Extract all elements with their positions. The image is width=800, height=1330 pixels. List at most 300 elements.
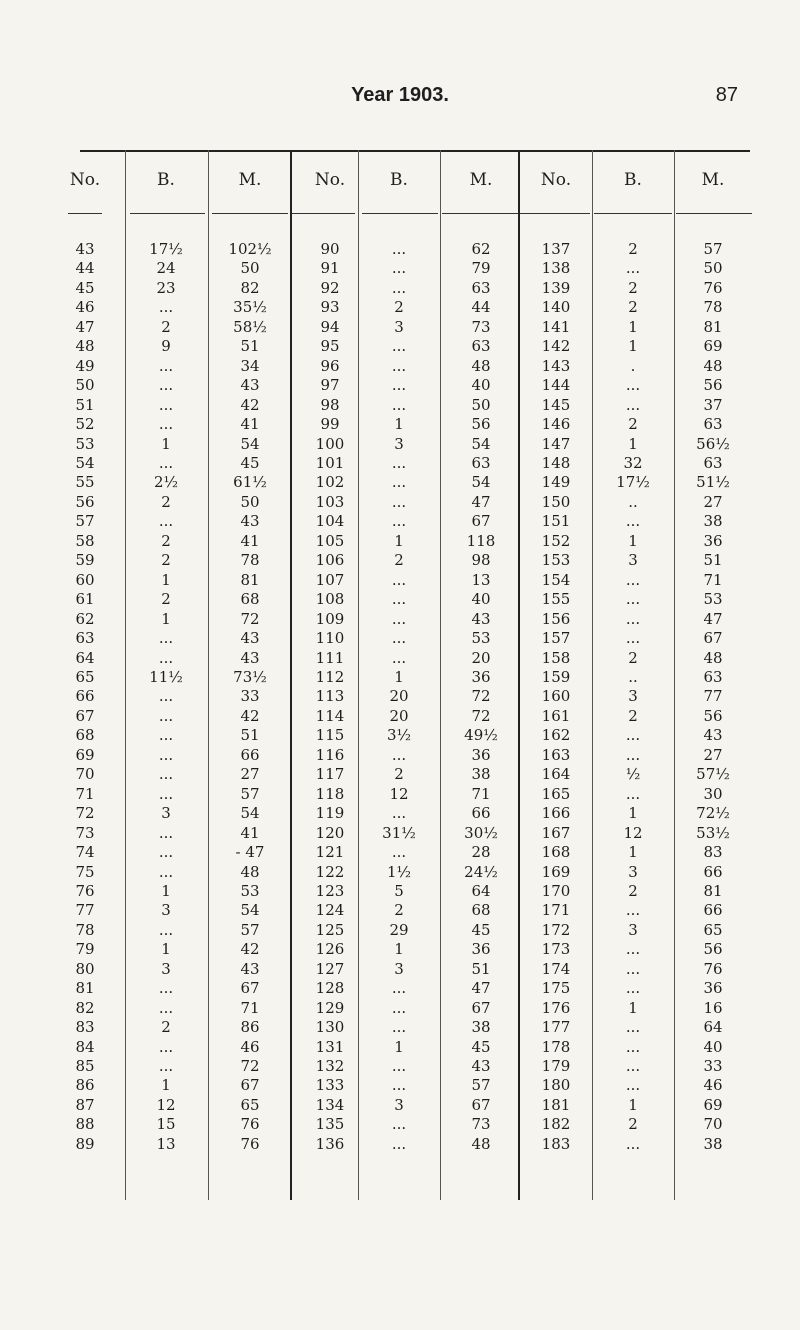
table-cell: 54 [471,434,491,453]
table-cell: 38 [471,765,491,784]
table-cell: 130 [315,1018,345,1037]
table-cell: .. [628,492,638,511]
table-cell: 41 [240,415,260,434]
table-row [0,707,800,726]
table-row [0,298,800,317]
table-cell: 2 [161,1018,171,1037]
table-cell: 54 [75,453,95,472]
table-cell: 27 [703,492,723,511]
table-cell: 119 [315,804,345,823]
table-cell: 1½ [386,862,412,881]
table-cell: ... [625,901,641,920]
table-cell: ... [391,629,407,648]
table-cell: 1 [161,940,171,959]
table-cell: 182 [541,1115,571,1134]
table-cell: 45 [75,278,95,297]
table-cell: 48 [75,337,95,356]
table-cell: 143 [541,356,571,375]
table-row [0,921,800,940]
table-cell: 17½ [149,240,183,258]
table-cell: ... [625,784,641,803]
table-cell: 3 [394,1095,404,1114]
table-cell: 3 [161,901,171,920]
table-row [0,532,800,551]
table-cell: ... [158,376,174,395]
table-cell: 165 [541,784,571,803]
table-cell: 120 [315,823,345,842]
table-cell: 162 [541,726,571,745]
table-cell: 107 [315,570,345,589]
table-cell: 94 [320,317,340,336]
table-cell: 114 [315,706,345,725]
table-cell: 37 [703,395,723,414]
table-cell: ... [158,415,174,434]
table-row [0,765,800,784]
table-cell: ... [158,706,174,725]
table-cell: 43 [240,648,260,667]
table-cell: ... [625,570,641,589]
table-cell: 1 [161,881,171,900]
table-cell: 173 [541,940,571,959]
table-cell: 16 [703,998,723,1017]
table-cell: 3 [394,434,404,453]
table-row [0,1115,800,1134]
table-cell: 99 [320,415,340,434]
table-cell: 78 [703,298,723,317]
table-cell: 70 [703,1115,723,1134]
table-row [0,259,800,278]
table-row [0,396,800,415]
table-cell: 67 [471,1095,491,1114]
table-cell: 28 [471,843,491,862]
table-cell: 149 [541,473,571,492]
table-cell: 50 [703,259,723,278]
table-cell: 77 [75,901,95,920]
table-cell: 150 [541,492,571,511]
table-cell: 86 [75,1076,95,1095]
table-cell: ... [625,629,641,648]
table-cell: 178 [541,1037,571,1056]
table-cell: 127 [315,959,345,978]
table-cell: 81 [703,317,723,336]
table-cell: 157 [541,629,571,648]
table-cell: 62 [75,609,95,628]
table-cell: ... [158,1037,174,1056]
table-cell: 138 [541,259,571,278]
table-cell: ... [158,298,174,317]
table-cell: ... [391,745,407,764]
table-cell: 129 [315,998,345,1017]
table-cell: 57 [703,240,723,258]
page-number: 87 [715,84,738,106]
table-row [0,376,800,395]
table-cell: 1 [628,998,638,1017]
table-cell: ... [158,687,174,706]
table-row [0,610,800,629]
table-cell: 56 [75,492,95,511]
table-cell: ... [158,648,174,667]
table-cell: 72 [75,804,95,823]
table-cell: 71 [471,784,491,803]
top-rule [80,150,750,152]
table-cell: 2½ [153,473,179,492]
header-underline [442,213,520,214]
table-cell: 43 [471,1057,491,1076]
table-cell: 47 [471,979,491,998]
table-cell: 24 [156,259,176,278]
column-header: M. [701,170,725,190]
table-cell: 63 [703,667,723,686]
table-cell: 43 [471,609,491,628]
table-row [0,1076,800,1095]
table-cell: ... [625,1076,641,1095]
table-row [0,1038,800,1057]
table-cell: ... [625,609,641,628]
table-cell: ... [625,512,641,531]
table-cell: 141 [541,317,571,336]
table-cell: 139 [541,278,571,297]
table-cell: 54 [240,434,260,453]
table-cell: 57 [75,512,95,531]
table-cell: - 47 [235,843,265,862]
table-cell: 91 [320,259,340,278]
table-cell: 82 [75,998,95,1017]
table-cell: 181 [541,1095,571,1114]
table-cell: ... [391,337,407,356]
table-cell: 97 [320,376,340,395]
page-header [0,84,800,114]
table-cell: ... [158,395,174,414]
table-cell: 30 [703,784,723,803]
table-cell: 53 [75,434,95,453]
table-cell: 1 [161,609,171,628]
table-row [0,824,800,843]
table-cell: 69 [703,1095,723,1114]
table-cell: 45 [471,1037,491,1056]
table-cell: 1 [628,317,638,336]
table-cell: 3 [394,959,404,978]
table-cell: 83 [703,843,723,862]
table-cell: 49 [75,356,95,375]
table-cell: 152 [541,531,571,550]
table-cell: ... [158,453,174,472]
table-cell: 93 [320,298,340,317]
table-cell: 167 [541,823,571,842]
table-cell: 45 [471,920,491,939]
table-row [0,240,800,259]
table-cell: 9 [161,337,171,356]
table-row [0,571,800,590]
table-cell: 40 [703,1037,723,1056]
table-cell: 76 [240,1134,260,1153]
table-cell: ... [391,356,407,375]
table-cell: 51 [703,551,723,570]
table-cell: 27 [240,765,260,784]
table-cell: ... [391,259,407,278]
table-row [0,357,800,376]
table-cell: 159 [541,667,571,686]
table-cell: 32 [623,453,643,472]
table-row [0,337,800,356]
table-cell: 76 [703,278,723,297]
table-cell: 68 [240,590,260,609]
table-cell: 71 [703,570,723,589]
table-cell: 61½ [233,473,267,492]
header-underline [130,213,205,214]
table-cell: 57 [471,1076,491,1095]
table-row [0,960,800,979]
table-cell: 3 [161,804,171,823]
table-cell: 81 [703,881,723,900]
table-cell: 132 [315,1057,345,1076]
table-cell: 2 [161,551,171,570]
table-cell: 140 [541,298,571,317]
table-cell: 66 [703,862,723,881]
table-cell: 45 [240,453,260,472]
table-cell: 121 [315,843,345,862]
table-cell: 3 [628,862,638,881]
table-cell: 104 [315,512,345,531]
table-cell: 2 [628,415,638,434]
table-cell: 161 [541,706,571,725]
table-cell: 54 [471,473,491,492]
table-cell: 113 [315,687,345,706]
table-cell: 64 [75,648,95,667]
table-cell: 3 [628,920,638,939]
table-cell: ... [158,512,174,531]
table-cell: 118 [466,531,496,550]
table-cell: ... [625,1057,641,1076]
table-row [0,687,800,706]
table-cell: 46 [240,1037,260,1056]
table-cell: 24½ [464,862,498,881]
header-underline [520,213,590,214]
table-cell: 171 [541,901,571,920]
table-cell: ... [391,998,407,1017]
table-cell: 98 [471,551,491,570]
table-cell: 67 [240,979,260,998]
table-cell: 41 [240,823,260,842]
table-cell: 62 [471,240,491,258]
table-cell: 67 [471,998,491,1017]
table-cell: 69 [703,337,723,356]
table-cell: ... [391,648,407,667]
table-cell: 3½ [386,726,412,745]
table-cell: 118 [315,784,345,803]
column-header: B. [390,170,408,190]
table-cell: 174 [541,959,571,978]
table-cell: 66 [703,901,723,920]
column-header: No. [540,170,572,190]
table-cell: 56½ [696,434,730,453]
table-cell: 12 [389,784,409,803]
table-cell: 96 [320,356,340,375]
table-cell: 81 [240,570,260,589]
table-cell: 64 [471,881,491,900]
table-cell: 33 [703,1057,723,1076]
column-header: B. [157,170,175,190]
table-cell: 100 [315,434,345,453]
table-cell: 179 [541,1057,571,1076]
table-cell: 79 [471,259,491,278]
table-cell: 48 [471,1134,491,1153]
table-row [0,435,800,454]
table-cell: 48 [471,356,491,375]
table-cell: 2 [628,278,638,297]
table-cell: 95 [320,337,340,356]
table-row [0,590,800,609]
table-cell: 46 [75,298,95,317]
table-row [0,1135,800,1154]
table-cell: 41 [240,531,260,550]
table-cell: ... [158,745,174,764]
table-cell: 38 [703,512,723,531]
table-cell: 103 [315,492,345,511]
table-cell: 101 [315,453,345,472]
table-cell: 38 [471,1018,491,1037]
table-cell: ... [158,784,174,803]
table-cell: ... [391,453,407,472]
table-cell: 3 [628,687,638,706]
table-cell: ... [158,998,174,1017]
table-cell: 176 [541,998,571,1017]
table-cell: 61 [75,590,95,609]
table-cell: 108 [315,590,345,609]
table-cell: ... [625,259,641,278]
table-cell: 68 [75,726,95,745]
table-cell: ... [158,920,174,939]
table-cell: ... [158,979,174,998]
table-cell: 168 [541,843,571,862]
table-cell: 135 [315,1115,345,1134]
table-cell: 36 [471,667,491,686]
table-cell: 68 [471,901,491,920]
table-cell: 20 [471,648,491,667]
table-cell: ... [158,726,174,745]
table-cell: 75 [75,862,95,881]
table-cell: 70 [75,765,95,784]
table-cell: 81 [75,979,95,998]
table-cell: 153 [541,551,571,570]
table-cell: 148 [541,453,571,472]
table-cell: 42 [240,395,260,414]
table-cell: 12 [623,823,643,842]
table-cell: ... [158,765,174,784]
table-cell: 52 [75,415,95,434]
table-cell: 154 [541,570,571,589]
table-row [0,473,800,492]
table-cell: 73 [471,317,491,336]
table-cell: ... [391,1115,407,1134]
table-cell: 84 [75,1037,95,1056]
table-cell: 155 [541,590,571,609]
table-cell: ... [391,570,407,589]
table-cell: 175 [541,979,571,998]
table-cell: 54 [240,804,260,823]
table-cell: ... [625,979,641,998]
table-cell: 2 [628,881,638,900]
table-row [0,454,800,473]
page-title: Year 1903. [351,84,449,106]
table-cell: 65 [75,667,95,686]
table-cell: 2 [628,706,638,725]
table-cell: 72 [471,687,491,706]
table-cell: 1 [628,531,638,550]
table-cell: ... [391,512,407,531]
table-cell: 1 [628,1095,638,1114]
table-row [0,863,800,882]
table-cell: ... [391,1057,407,1076]
table-cell: 116 [315,745,345,764]
table-cell: ... [625,1134,641,1153]
header-underline [68,213,102,214]
table-cell: 147 [541,434,571,453]
table-cell: 35½ [233,298,267,317]
table-cell: 82 [240,278,260,297]
table-cell: 158 [541,648,571,667]
table-cell: ... [625,590,641,609]
table-cell: 53½ [696,823,730,842]
table-cell: 126 [315,940,345,959]
table-cell: 2 [628,298,638,317]
table-cell: 1 [394,667,404,686]
table-cell: ... [391,609,407,628]
header-underline [362,213,438,214]
table-cell: 2 [161,531,171,550]
table-cell: ... [391,376,407,395]
table-cell: ½ [625,765,641,784]
table-cell: 2 [394,298,404,317]
table-cell: 51 [75,395,95,414]
table-cell: 133 [315,1076,345,1095]
table-cell: 1 [394,1037,404,1056]
table-cell: 53 [703,590,723,609]
table-cell: 73 [75,823,95,842]
table-cell: 48 [240,862,260,881]
table-cell: 88 [75,1115,95,1134]
table-cell: 71 [240,998,260,1017]
table-cell: 43 [240,512,260,531]
table-cell: 53 [471,629,491,648]
table-cell: . [630,356,636,375]
table-cell: 1 [628,434,638,453]
table-cell: .. [628,667,638,686]
table-cell: 169 [541,862,571,881]
table-cell: 164 [541,765,571,784]
table-cell: 36 [471,745,491,764]
table-row [0,979,800,998]
table-cell: ... [625,940,641,959]
table-cell: 128 [315,979,345,998]
table-cell: 76 [240,1115,260,1134]
table-cell: 2 [394,901,404,920]
table-cell: 172 [541,920,571,939]
table-row [0,940,800,959]
table-cell: 2 [161,317,171,336]
table-cell: 134 [315,1095,345,1114]
table-cell: 170 [541,881,571,900]
table-cell: 50 [240,492,260,511]
table-cell: 67 [75,706,95,725]
table-cell: ... [391,590,407,609]
table-cell: 117 [315,765,345,784]
table-cell: 34 [240,356,260,375]
table-cell: 98 [320,395,340,414]
table-row [0,629,800,648]
table-cell: 92 [320,278,340,297]
table-cell: 72½ [696,804,730,823]
table-cell: 102½ [228,240,272,258]
